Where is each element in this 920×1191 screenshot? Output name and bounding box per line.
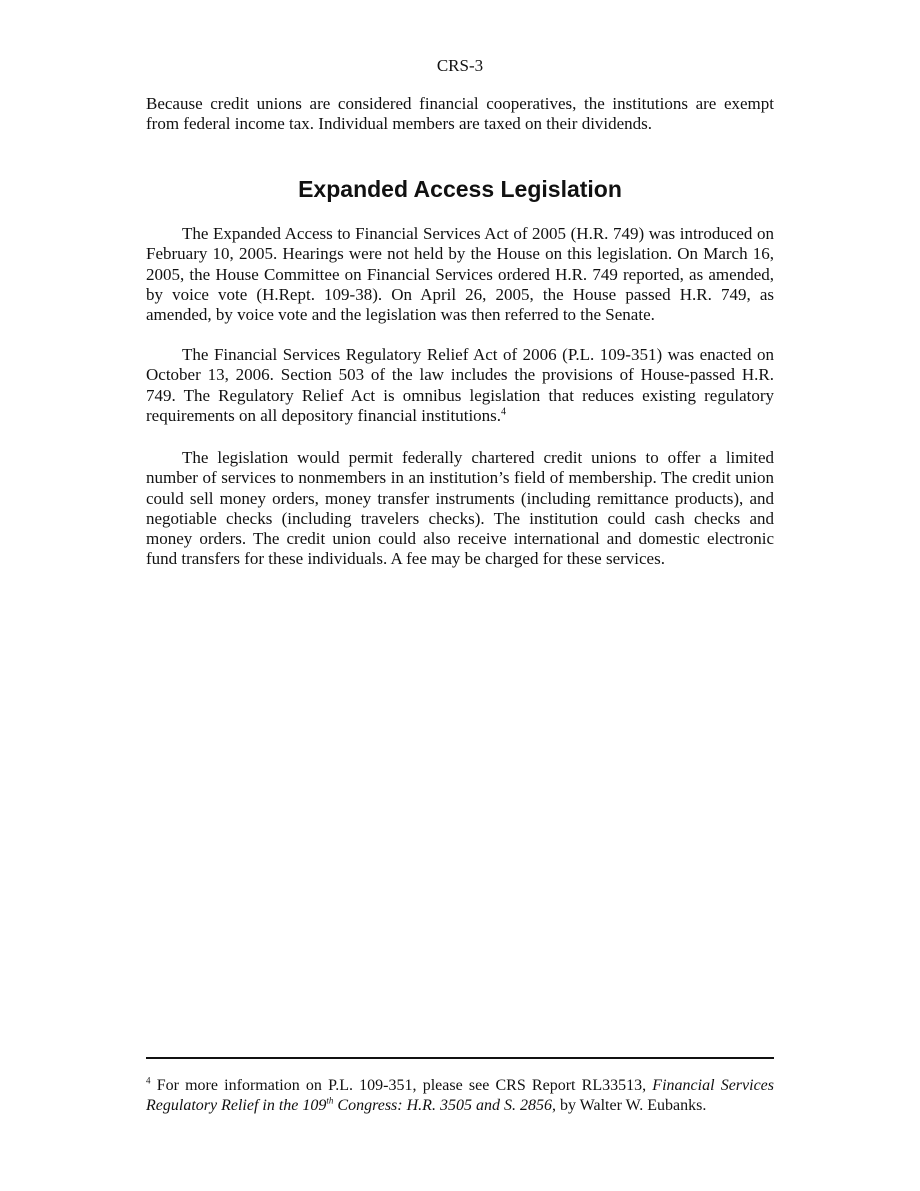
section-heading: Expanded Access Legislation <box>298 176 622 202</box>
footnote-title-part1: Financial Services Regulatory Relief in the 109 <box>146 1077 775 1114</box>
paragraph-1-text: The Expanded Access to Financial Services Act of 2005 (H.R. 749) was introduced on February 10, 2005. Hearings were not held by the House on this legislation. On March 16, 2005, the House Committee on Financial Services ordered H.R. 749 reported, as amended, by voice vote (H.Rept. 109-38). On April 26, 2005, the House passed H.R. 749, as amended, by voice vote and the legislation was then referred to the Senate. <box>146 224 774 325</box>
paragraph-2-text: The Financial Services Regulatory Relief Act of 2006 (P.L. 109-351) was enacted on October 13, 2006. Section 503 of the law includes the provisions of House-passed H.R. 749. The Regulatory Relief Act is omnibus legislation that reduces existing regulatory requirements on all depository financial institutions. <box>146 345 774 425</box>
paragraph-2-body <box>146 345 774 426</box>
footnote-divider <box>146 1057 774 1059</box>
footnote <box>146 1076 774 1116</box>
footnote-reference[interactable]: 4 <box>501 406 507 418</box>
footnote-body <box>146 1076 774 1116</box>
paragraph-2 <box>146 345 774 426</box>
footnote-title-part2: Congress: H.R. 3505 and S. 2856 <box>333 1097 552 1114</box>
intro-text: Because credit unions are considered financial cooperatives, the institutions are exempt from federal income tax. Individual members are taxed on their dividends. <box>146 94 774 134</box>
footnote-marker: 4 <box>146 1075 151 1086</box>
intro-paragraph <box>146 94 774 135</box>
footnote-tail: , by Walter W. Eubanks. <box>551 1097 707 1114</box>
paragraph-3-text: The legislation would permit federally chartered credit unions to offer a limited number of services to nonmembers in an institution’s field of membership. The credit union could sell money orders, money transfer instruments (including remittance products), and negotiable checks (including travelers checks). The institution could cash checks and money orders. The credit union could also receive international and domestic electronic fund transfers for these individuals. A fee may be charged for these services. <box>146 448 774 569</box>
paragraph-1 <box>146 224 774 325</box>
footnote-lead: For more information on P.L. 109-351, please see CRS Report RL33513, <box>150 1077 653 1094</box>
footnote-title-sup: th <box>326 1095 334 1106</box>
paragraph-3 <box>146 448 774 570</box>
page-number: CRS-3 <box>436 56 484 75</box>
